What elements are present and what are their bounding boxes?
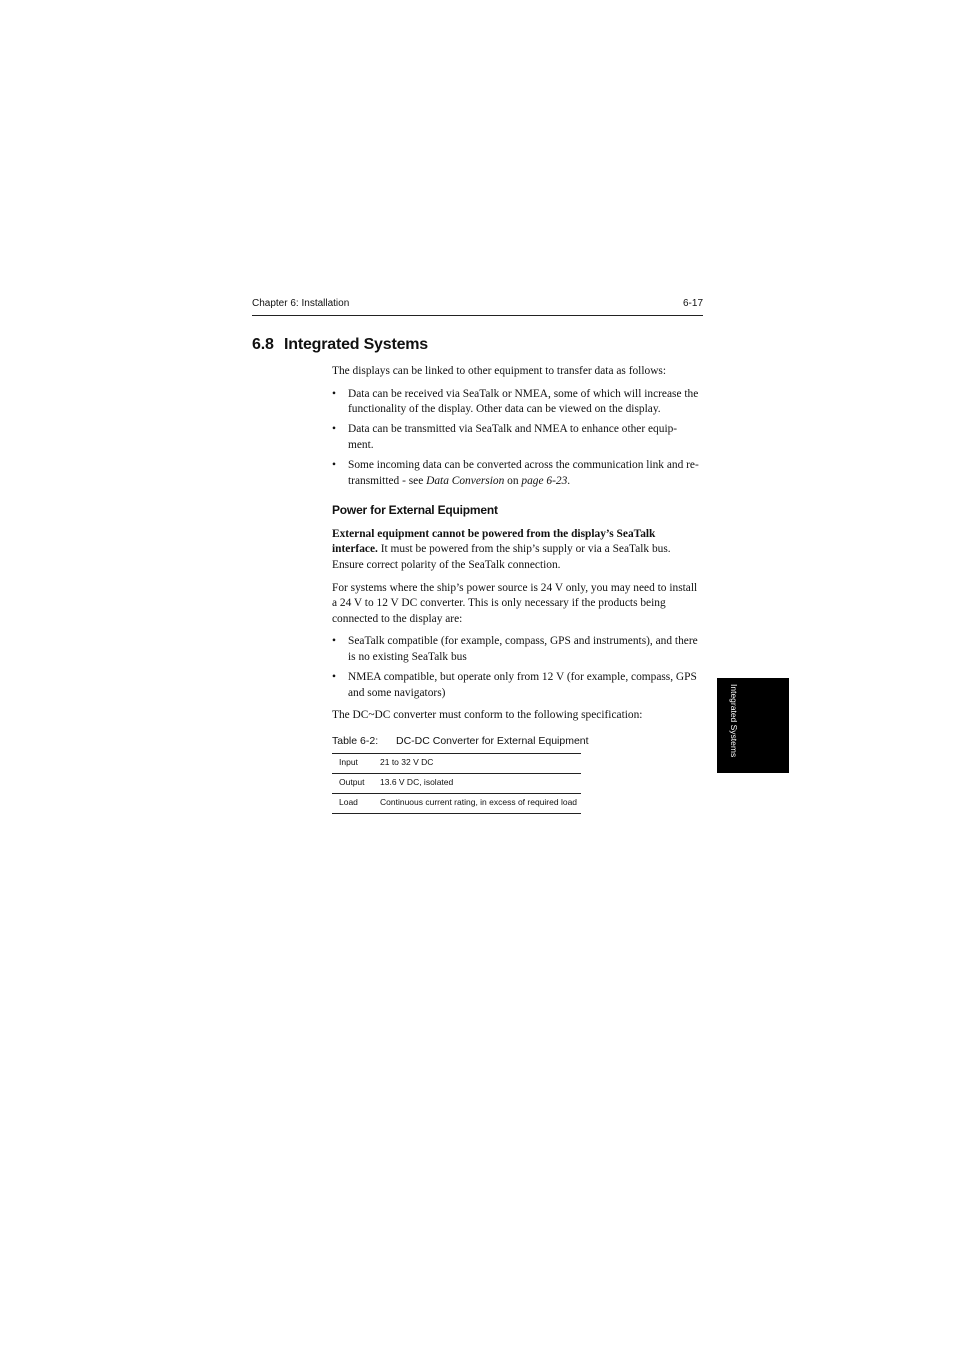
spec-table bbox=[332, 753, 581, 814]
table-cell-key: Input bbox=[332, 753, 380, 773]
warning-text: It must be powered from the ship’s supply or via a SeaTalk bus. Ensure correct polarity of the SeaTalk connection. bbox=[332, 543, 671, 571]
table-caption bbox=[332, 734, 702, 748]
intro-paragraph: The displays can be linked to other equipment to transfer data as follows: bbox=[332, 365, 667, 377]
table-row bbox=[332, 793, 581, 813]
bullet-icon: • bbox=[332, 458, 336, 471]
section-heading-text: Integrated Systems bbox=[284, 336, 429, 353]
table-title: DC-DC Converter for External Equipment bbox=[396, 734, 589, 747]
bullet-icon: • bbox=[332, 671, 336, 683]
chapter-thumb-tab bbox=[717, 678, 789, 773]
list-item-text-end: . bbox=[567, 474, 571, 487]
table-cell-value: 13.6 V DC, isolated bbox=[380, 773, 581, 793]
table-row bbox=[332, 773, 581, 793]
data-transfer-list bbox=[332, 387, 702, 490]
table-number: Table 6-2: bbox=[332, 734, 379, 747]
list-item-text: Data can be transmitted via SeaTalk and NMEA to enhance other equip-ment. bbox=[348, 423, 678, 451]
page-reference-link[interactable]: page 6-23 bbox=[521, 474, 568, 487]
list-item-text: Some incoming data can be converted across the communication link and re-transmitted - see bbox=[348, 458, 699, 487]
list-item bbox=[332, 387, 702, 418]
list-item bbox=[332, 422, 702, 453]
table-cell-value: 21 to 32 V DC bbox=[380, 753, 581, 773]
thumb-tab-label: Integrated Systems bbox=[729, 684, 739, 758]
cross-reference-link[interactable]: Data Conversion bbox=[426, 474, 505, 487]
list-item bbox=[332, 670, 702, 701]
list-item-text: NMEA compatible, but operate only from 12 V (for example, compass, GPS and some navigators) bbox=[348, 671, 697, 699]
list-item bbox=[332, 634, 702, 665]
converter-paragraph: For systems where the ship’s power source is 24 V only, you may need to install a 24 V to 12 V DC converter. This is only necessary if the products being connected to the display are: bbox=[332, 581, 698, 625]
subheading: Power for External Equipment bbox=[332, 503, 498, 518]
page-number: 6-17 bbox=[682, 298, 703, 309]
list-item-text-connector: on bbox=[504, 474, 522, 487]
bullet-icon: • bbox=[332, 635, 336, 648]
bullet-icon: • bbox=[332, 423, 336, 436]
bullet-icon: • bbox=[332, 387, 336, 400]
section-title bbox=[252, 336, 428, 354]
conditions-list bbox=[332, 634, 702, 701]
list-item-text: SeaTalk compatible (for example, compass, GPS and instruments), and there is no existing SeaTalk bus bbox=[348, 635, 698, 663]
list-item bbox=[332, 458, 702, 489]
running-header bbox=[252, 296, 703, 316]
warning-paragraph bbox=[332, 527, 702, 574]
table-row bbox=[332, 753, 581, 773]
body-column bbox=[332, 364, 702, 814]
table-cell-key: Output bbox=[332, 773, 380, 793]
warning-bold-text: External equipment cannot be powered from the display’s SeaTalk interface. bbox=[332, 527, 656, 556]
section-number: 6.8 bbox=[252, 336, 274, 353]
spec-intro-paragraph: The DC~DC converter must conform to the following specification: bbox=[332, 709, 643, 722]
chapter-label: Chapter 6: Installation bbox=[252, 298, 350, 309]
list-item-text: Data can be received via SeaTalk or NMEA, some of which will increase the functionality of the display. Other data can be viewed on the display. bbox=[348, 387, 699, 416]
table-cell-key: Load bbox=[332, 793, 380, 813]
table-cell-value: Continuous current rating, in excess of required load bbox=[380, 793, 581, 813]
